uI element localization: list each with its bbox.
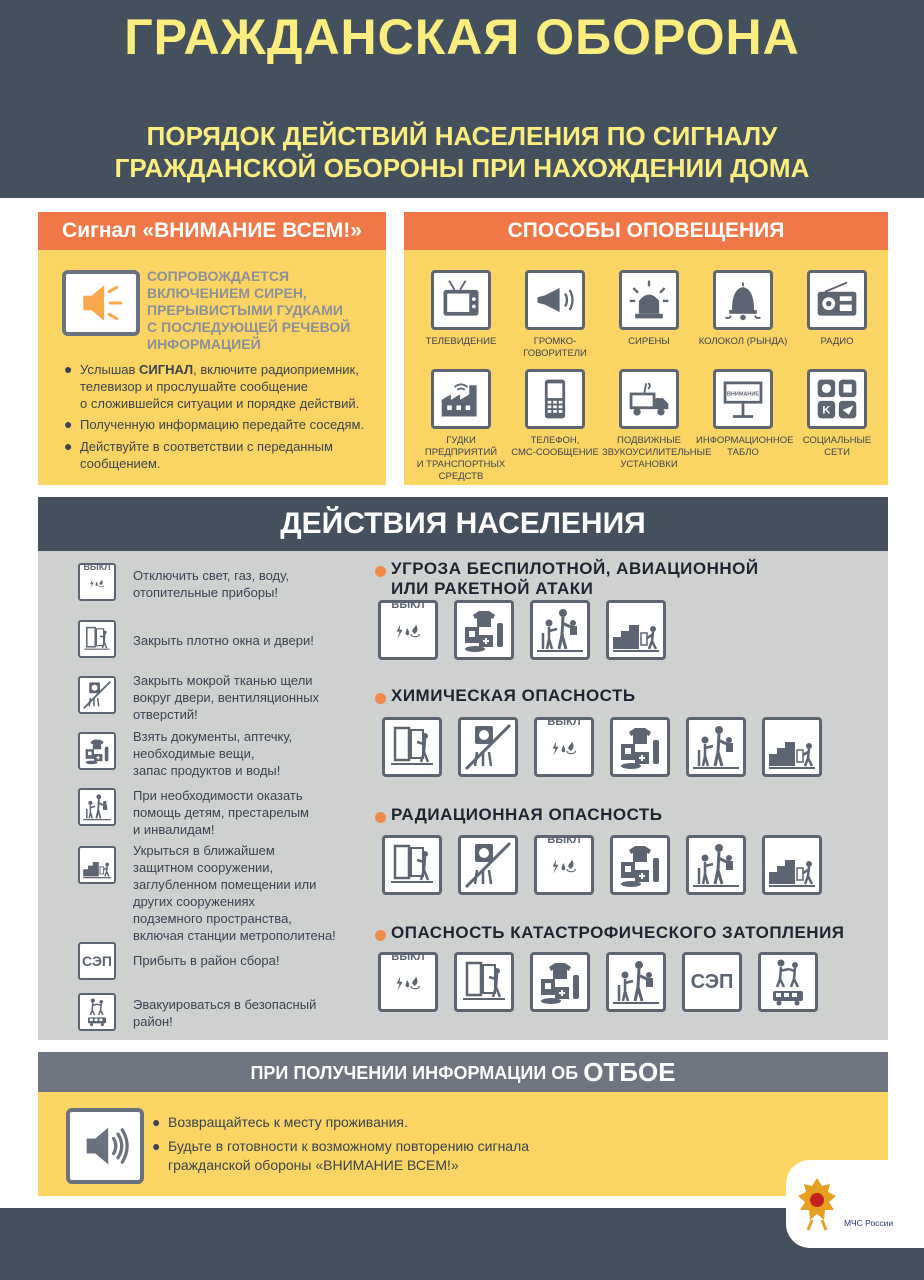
evacuate-icon [763,957,813,1007]
signal-desc-line: ВКЛЮЧЕНИЕМ СИРЕН, [147,285,307,301]
threat-action-icon-box [610,835,670,895]
threat-bullet [375,566,386,577]
legend-icon-box [78,620,116,658]
threat-action-icon-box [682,952,742,1012]
power-off-icon: ВЫКЛ [82,562,112,602]
legend-icon-box [78,942,116,980]
assembly-point-icon: СЭП [82,953,112,969]
threat-action-icon-box [382,835,442,895]
factory-icon [431,369,491,429]
legend-icon-box [78,563,116,601]
bullet-text: , включите радиоприемник, [193,362,359,377]
documents-supplies-icon [615,840,665,890]
threat-action-icon-box [382,717,442,777]
page-subtitle [20,120,904,184]
legend-icon-box [78,732,116,770]
alert-method-item [790,270,884,348]
svg-text:K: K [822,404,831,417]
close-windows-doors-icon [82,624,112,654]
mchs-logo [786,1160,924,1248]
signal-bullet-3: ● Действуйте в соответствии с переданным сообщением. [80,438,380,472]
threat-title: ХИМИЧЕСКАЯ ОПАСНОСТЬ [391,686,636,705]
bullet-text: Действуйте в соответствии с переданным [80,439,333,454]
help-people-icon [535,605,585,655]
bullet-text: о сложившейся ситуации и порядке действий. [80,396,360,411]
legend-icon-box [78,993,116,1031]
signal-title: Сигнал «ВНИМАНИЕ ВСЕМ!» [38,212,386,250]
alert-method-item [508,369,602,459]
shelter-icon [82,850,112,880]
loudspeaker-icon [525,270,585,330]
shelter-icon [767,722,817,772]
bullet-text: Будьте в готовности к возможному повторению сигнала [168,1138,530,1154]
alert-method-label: ПОДВИЖНЫЕ ЗВУКОУСИЛИТЕЛЬНЫЕ УСТАНОВКИ [602,435,712,470]
threat-action-icon-box [758,952,818,1012]
threat-action-icon-box [606,952,666,1012]
signal-bullet-2: ● Полученную информацию передайте соседям. [80,416,380,433]
help-people-icon [82,792,112,822]
legend-text: Укрыться в ближайшем защитном сооружении, заглубленном помещении или других сооружениях подземного пространства, включая станции метрополитена! [133,843,336,943]
phone-icon [525,369,585,429]
signal-desc-line: ИНФОРМАЦИЕЙ [147,336,261,352]
logo-text: МЧС России [844,1218,894,1228]
alert-method-item [696,270,790,348]
threat-action-icon-box [530,952,590,1012]
threat-bullet [375,930,386,941]
bullet-bold: СИГНАЛ [139,362,194,377]
legend-text: Эвакуироваться в безопасный район! [133,997,317,1029]
signal-desc-line: ПРЕРЫВИСТЫМИ ГУДКАМИ [147,302,343,318]
help-people-icon [691,840,741,890]
threat-action-icon-box [378,952,438,1012]
evacuate-icon [82,997,112,1027]
threat-bullet [375,812,386,823]
seal-gaps-icon [463,840,513,890]
documents-supplies-icon [82,736,112,766]
legend-icon-box [78,676,116,714]
alert-method-item [790,369,884,459]
speaker-icon [66,1108,144,1184]
threat-action-icon-box [534,835,594,895]
bullet-text: сообщением. [80,456,161,471]
alert-method-item [602,270,696,348]
bullet-text: Услышав [80,362,139,377]
shelter-icon [767,840,817,890]
tv-icon [431,270,491,330]
bell-icon [713,270,773,330]
signal-desc-line: С ПОСЛЕДУЮЩЕЙ РЕЧЕВОЙ [147,319,351,335]
documents-supplies-icon [459,605,509,655]
bullet-text: гражданской обороны «ВНИМАНИЕ ВСЕМ!» [168,1157,459,1173]
close-windows-doors-icon [387,722,437,772]
close-windows-doors-icon [459,957,509,1007]
board-icon [713,369,773,429]
power-off-icon: ВЫКЛ [383,951,433,1014]
radio-icon [807,270,867,330]
alert-method-item [508,270,602,360]
threat-action-icon-box [378,600,438,660]
otboy-bullet-1: ● Возвращайтесь к месту проживания. [168,1113,768,1132]
threat-title: ОПАСНОСТЬ КАТАСТРОФИЧЕСКОГО ЗАТОПЛЕНИЯ [391,923,845,942]
legend-text: Закрыть мокрой тканью щели вокруг двери, вентиляционных отверстий! [133,673,320,722]
alert-method-item [696,369,794,459]
threat-action-icon-box [458,717,518,777]
alert-method-label: ТЕЛЕВИДЕНИЕ [425,336,497,347]
legend-text: При необходимости оказать помощь детям, престарелым и инвалидам! [133,788,309,837]
documents-supplies-icon [615,722,665,772]
signal-description [147,268,377,353]
assembly-point-icon: СЭП [690,970,734,993]
speaker-icon [62,270,140,336]
threat-action-icon-box [454,952,514,1012]
alert-method-label: ГУДКИ ПРЕДПРИЯТИЙ И ТРАНСПОРТНЫХ СРЕДСТВ [416,435,506,482]
threat-action-icon-box [762,717,822,777]
otboy-title [38,1052,888,1092]
power-off-icon: ВЫКЛ [539,834,589,897]
threat-bullet [375,693,386,704]
page-title: ГРАЖДАНСКАЯ ОБОРОНА [124,9,800,65]
mchs-emblem-icon [794,1174,840,1234]
alert-method-item [414,369,508,483]
alert-method-label: КОЛОКОЛ (РЫНДА) [698,336,788,347]
signal-desc-line: СОПРОВОЖДАЕТСЯ [147,268,290,284]
threat-action-icon-box [686,717,746,777]
header-banner [0,0,924,198]
legend-icon-box [78,788,116,826]
bullet-text: Полученную информацию передайте соседям. [80,417,365,432]
alert-method-label: СИРЕНЫ [628,336,670,347]
threat-action-icon-box [610,717,670,777]
help-people-icon [691,722,741,772]
legend-text: Взять документы, аптечку, необходимые вещи, запас продуктов и воды! [133,729,293,778]
methods-title: СПОСОБЫ ОПОВЕЩЕНИЯ [404,212,888,250]
subtitle-line-2: ГРАЖДАНСКОЙ ОБОРОНЫ ПРИ НАХОЖДЕНИИ ДОМА [114,153,810,183]
subtitle-line-1: ПОРЯДОК ДЕЙСТВИЙ НАСЕЛЕНИЯ ПО СИГНАЛУ [146,121,778,151]
help-people-icon [611,957,661,1007]
signal-bullet-1: ● Услышав СИГНАЛ, включите радиоприемник, телевизор и прослушайте сообщение о сложившейся ситуации и порядке действий. [80,361,380,412]
threat-action-icon-box [534,717,594,777]
power-off-icon: ВЫКЛ [383,599,433,662]
alert-method-label: ГРОМКО- ГОВОРИТЕЛИ [523,336,587,359]
threat-action-icon-box [454,600,514,660]
threat-action-icon-box [762,835,822,895]
otboy-bullet-2: ● Будьте в готовности к возможному повторению сигнала гражданской обороны «ВНИМАНИЕ ВСЕМ!» [168,1137,768,1175]
actions-title: ДЕЙСТВИЯ НАСЕЛЕНИЯ [38,497,888,551]
threat-action-icon-box [606,600,666,660]
threat-title: РАДИАЦИОННАЯ ОПАСНОСТЬ [391,805,663,824]
legend-text: Закрыть плотно окна и двери! [133,633,314,648]
shelter-icon [611,605,661,655]
legend-text: Прибыть в район сбора! [133,953,280,968]
threat-action-icon-box [686,835,746,895]
bullet-text: Возвращайтесь к месту проживания. [168,1114,408,1130]
documents-supplies-icon [535,957,585,1007]
alert-method-item [602,369,712,471]
social-icon [807,369,867,429]
alert-method-label: ТЕЛЕФОН, СМС-СООБЩЕНИЕ [511,435,599,458]
alert-method-label: РАДИО [820,336,854,347]
power-off-icon: ВЫКЛ [539,716,589,779]
truck-icon [619,369,679,429]
siren-icon [619,270,679,330]
legend-text: Отключить свет, газ, воду, отопительные приборы! [133,568,289,600]
legend-icon-box [78,846,116,884]
threat-action-icon-box [458,835,518,895]
bullet-text: телевизор и прослушайте сообщение [80,379,309,394]
threat-title: УГРОЗА БЕСПИЛОТНОЙ, АВИАЦИОННОЙ ИЛИ РАКЕТНОЙ АТАКИ [391,559,759,598]
seal-gaps-icon [82,680,112,710]
seal-gaps-icon [463,722,513,772]
svg-text:ВНИМАНИЕ: ВНИМАНИЕ [726,391,760,398]
alert-method-label: ИНФОРМАЦИОННОЕ ТАБЛО [696,435,794,458]
alert-method-item [414,270,508,348]
otboy-title-text: ПРИ ПОЛУЧЕНИИ ИНФОРМАЦИИ ОБ [250,1063,584,1083]
alert-method-label: СОЦИАЛЬНЫЕ СЕТИ [802,435,872,458]
close-windows-doors-icon [387,840,437,890]
threat-action-icon-box [530,600,590,660]
otboy-title-bold: ОТБОЕ [583,1057,676,1087]
